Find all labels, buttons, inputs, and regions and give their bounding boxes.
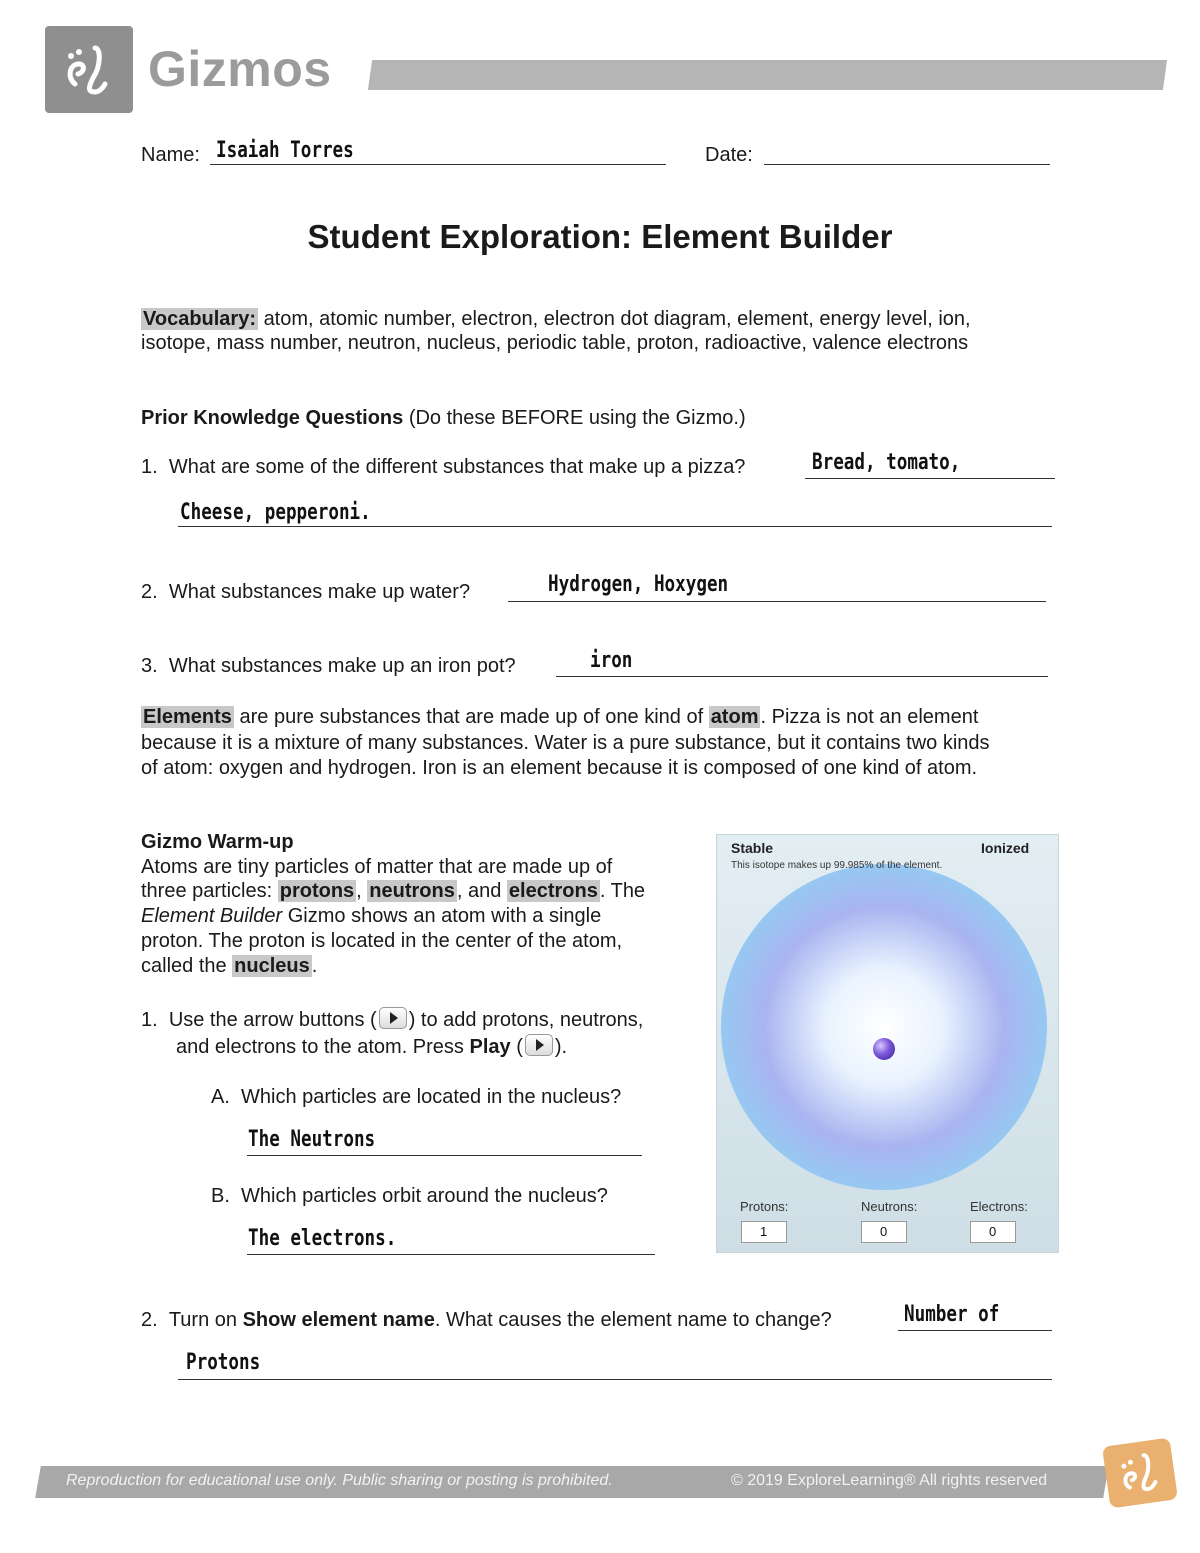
vocabulary-label: Vocabulary: [143, 308, 256, 330]
q2-warmup-answer-line-1 [898, 1330, 1052, 1331]
element-builder-simulation [716, 834, 1059, 1253]
term-neutrons: neutrons [369, 880, 455, 902]
explorelearning-el-logo-icon [45, 26, 133, 113]
prior-heading: Prior Knowledge Questions (Do these BEFORE using the Gizmo.) [141, 407, 746, 429]
q2-warmup-answer-line-2 [178, 1379, 1052, 1380]
warmup-line-1: Atoms are tiny particles of matter that are made up of [141, 856, 613, 878]
isotope-note: This isotope makes up 99.985% of the element. [731, 860, 943, 871]
elements-para-line-3: of atom: oxygen and hydrogen. Iron is an element because it is composed of one kind of atom. [141, 757, 978, 779]
ionized-label: Ionized [981, 840, 1030, 856]
protons-label: Protons: [740, 1199, 789, 1214]
vocabulary-line-2: isotope, mass number, neutron, nucleus, periodic table, proton, radioactive, valence electrons [141, 332, 969, 354]
q3-answer-line [556, 676, 1048, 677]
proton-particle [873, 1038, 895, 1060]
elements-para-line-1: Elements are pure substances that are made up of one kind of atom . Pizza is not an element [143, 706, 979, 728]
warmup-line-5: called the nucleus . [141, 955, 318, 977]
stable-label: Stable [731, 840, 774, 856]
page-title: Student Exploration: Element Builder [307, 218, 893, 255]
prior-q3: 3. What substances make up an iron pot? [141, 655, 516, 677]
q2-warmup-answer-2[interactable]: Protons [186, 1350, 261, 1375]
name-label: Name: [141, 144, 200, 166]
electrons-count: 0 [970, 1221, 1016, 1243]
footer-copyright: © 2019 ExploreLearning® All rights reserved [731, 1472, 1048, 1489]
warmup-q1-line-1: 1. Use the arrow buttons ( ) to add protons, neutrons, [141, 1009, 644, 1031]
term-nucleus: nucleus [234, 955, 310, 977]
header-bar [368, 60, 1167, 90]
qb-answer-line [247, 1254, 655, 1255]
q1-answer-2[interactable]: Cheese, pepperoni. [180, 500, 371, 525]
warmup-heading: Gizmo Warm-up [141, 831, 294, 853]
neutrons-count: 0 [861, 1221, 907, 1243]
qb-answer[interactable]: The electrons. [248, 1226, 397, 1251]
footer-disclaimer: Reproduction for educational use only. Public sharing or posting is prohibited. [66, 1472, 613, 1489]
prior-q1: 1. What are some of the different substances that make up a pizza? [141, 456, 746, 478]
q2-answer-line [508, 601, 1046, 602]
date-line[interactable] [764, 164, 1050, 165]
elements-para-line-2: because it is a mixture of many substances. Water is a pure substance, but it contains two kinds [141, 732, 990, 754]
brand-name: Gizmos [148, 41, 332, 97]
neutrons-label: Neutrons: [861, 1199, 918, 1214]
q3-answer[interactable]: iron [590, 648, 633, 673]
prior-q2: 2. What substances make up water? [141, 581, 471, 603]
term-electrons: electrons [508, 880, 598, 902]
term-elements: Elements [143, 706, 232, 728]
electrons-label: Electrons: [970, 1199, 1028, 1214]
q2-answer[interactable]: Hydrogen, Hoxygen [548, 572, 729, 597]
name-answer[interactable]: Isaiah Torres [216, 138, 354, 163]
qa-answer-line [247, 1155, 642, 1156]
warmup-line-3: Element Builder Gizmo shows an atom with a single [141, 905, 602, 927]
q1-answer-line-1 [805, 478, 1055, 479]
warmup-line-4: proton. The proton is located in the center of the atom, [141, 930, 623, 952]
qa-answer[interactable]: The Neutrons [248, 1127, 376, 1152]
protons-count: 1 [741, 1221, 787, 1243]
term-protons: protons [279, 880, 355, 902]
warmup-qb: B. Which particles orbit around the nucleus? [211, 1185, 608, 1207]
explorelearning-logo-icon [1102, 1438, 1178, 1509]
warmup-line-2: three particles: protons , neutrons , and electrons . The [141, 880, 646, 902]
date-label: Date: [705, 144, 753, 166]
warmup-q1-line-2: and electrons to the atom. Press Play ( ). [176, 1036, 568, 1058]
gizmos-logo [45, 26, 133, 113]
term-atom: atom [710, 706, 759, 728]
q1-answer-1[interactable]: Bread, tomato, [812, 450, 961, 475]
warmup-q2: 2. Turn on Show element name. What causes the element name to change? [141, 1309, 832, 1331]
q2-warmup-answer-1[interactable]: Number of [904, 1302, 1000, 1327]
name-line [210, 164, 666, 165]
play-button-icon [525, 1034, 553, 1056]
warmup-qa: A. Which particles are located in the nucleus? [211, 1086, 622, 1108]
electron-orbit [721, 864, 1047, 1190]
vocabulary-line-1: Vocabulary: atom, atomic number, electron, electron dot diagram, element, energy level, ion, [143, 308, 971, 330]
arrow-button-icon [379, 1007, 407, 1029]
q1-answer-line-2 [178, 526, 1052, 527]
